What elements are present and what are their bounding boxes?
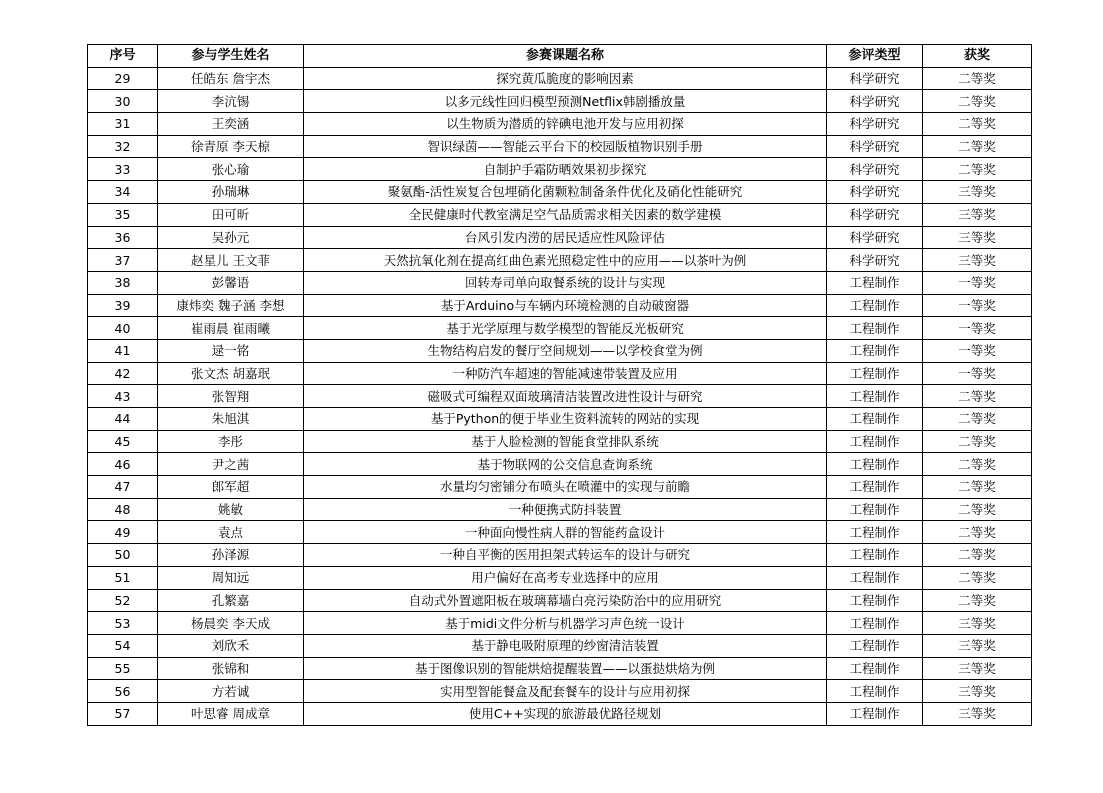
cell-award: 一等奖: [923, 317, 1032, 340]
cell-award: 一等奖: [923, 339, 1032, 362]
cell-type: 工程制作: [827, 294, 923, 317]
cell-title: 全民健康时代教室满足空气品质需求相关因素的数学建模: [304, 203, 827, 226]
cell-no: 41: [88, 339, 158, 362]
cell-award: 二等奖: [923, 135, 1032, 158]
table-row: [88, 430, 1032, 453]
cell-students: 朱旭淇: [158, 408, 304, 431]
cell-award: 二等奖: [923, 408, 1032, 431]
cell-no: 46: [88, 453, 158, 476]
cell-no: 40: [88, 317, 158, 340]
cell-title: 基于静电吸附原理的纱窗清洁装置: [304, 634, 827, 657]
cell-students: 姚敏: [158, 498, 304, 521]
cell-students: 尹之茜: [158, 453, 304, 476]
cell-students: 彭馨语: [158, 271, 304, 294]
table-row: [88, 612, 1032, 635]
cell-type: 工程制作: [827, 566, 923, 589]
table-row: [88, 476, 1032, 499]
cell-students: 张文杰 胡嘉珉: [158, 362, 304, 385]
cell-award: 二等奖: [923, 521, 1032, 544]
cell-award: 二等奖: [923, 430, 1032, 453]
cell-no: 43: [88, 385, 158, 408]
cell-title: 一种自平衡的医用担架式转运车的设计与研究: [304, 544, 827, 567]
table-row: [88, 90, 1032, 113]
header-award: 获奖: [923, 45, 1032, 68]
cell-students: 李沆锡: [158, 90, 304, 113]
table-row: [88, 385, 1032, 408]
cell-no: 32: [88, 135, 158, 158]
table-row: [88, 566, 1032, 589]
cell-type: 科学研究: [827, 226, 923, 249]
cell-no: 44: [88, 408, 158, 431]
cell-award: 二等奖: [923, 90, 1032, 113]
table-row: [88, 657, 1032, 680]
table-row: [88, 181, 1032, 204]
cell-title: 台风引发内涝的居民适应性风险评估: [304, 226, 827, 249]
cell-title: 水量均匀密铺分布喷头在喷灌中的实现与前瞻: [304, 476, 827, 499]
cell-type: 工程制作: [827, 657, 923, 680]
cell-award: 三等奖: [923, 249, 1032, 272]
table-row: [88, 317, 1032, 340]
cell-no: 37: [88, 249, 158, 272]
cell-title: 磁吸式可编程双面玻璃清洁装置改进性设计与研究: [304, 385, 827, 408]
cell-type: 工程制作: [827, 430, 923, 453]
cell-award: 三等奖: [923, 702, 1032, 725]
cell-type: 工程制作: [827, 476, 923, 499]
cell-no: 54: [88, 634, 158, 657]
cell-no: 42: [88, 362, 158, 385]
cell-title: 基于图像识别的智能烘焙提醒装置——以蛋挞烘焙为例: [304, 657, 827, 680]
cell-students: 康炜奕 魏子涵 李想: [158, 294, 304, 317]
cell-type: 科学研究: [827, 90, 923, 113]
cell-type: 工程制作: [827, 385, 923, 408]
cell-no: 53: [88, 612, 158, 635]
cell-title: 使用C++实现的旅游最优路径规划: [304, 702, 827, 725]
cell-students: 刘欣禾: [158, 634, 304, 657]
cell-students: 张智翔: [158, 385, 304, 408]
cell-no: 47: [88, 476, 158, 499]
cell-award: 二等奖: [923, 453, 1032, 476]
cell-students: 张锦和: [158, 657, 304, 680]
table-row: [88, 702, 1032, 725]
cell-no: 55: [88, 657, 158, 680]
cell-award: 二等奖: [923, 113, 1032, 136]
cell-title: 生物结构启发的餐厅空间规划——以学校食堂为例: [304, 339, 827, 362]
cell-title: 一种防汽车超速的智能减速带装置及应用: [304, 362, 827, 385]
table-row: [88, 203, 1032, 226]
cell-students: 逯一铭: [158, 339, 304, 362]
table-row: [88, 67, 1032, 90]
cell-type: 科学研究: [827, 158, 923, 181]
cell-no: 48: [88, 498, 158, 521]
cell-type: 工程制作: [827, 521, 923, 544]
cell-title: 以多元线性回归模型预测Netflix韩剧播放量: [304, 90, 827, 113]
cell-title: 基于光学原理与数学模型的智能反光板研究: [304, 317, 827, 340]
cell-award: 二等奖: [923, 67, 1032, 90]
cell-award: 二等奖: [923, 589, 1032, 612]
table-body: [88, 67, 1032, 725]
cell-students: 任皓东 詹宇杰: [158, 67, 304, 90]
cell-students: 李彤: [158, 430, 304, 453]
cell-type: 工程制作: [827, 702, 923, 725]
cell-title: 回转寿司单向取餐系统的设计与实现: [304, 271, 827, 294]
table-row: [88, 408, 1032, 431]
cell-award: 一等奖: [923, 362, 1032, 385]
header-students: 参与学生姓名: [158, 45, 304, 68]
table-row: [88, 362, 1032, 385]
cell-award: 三等奖: [923, 203, 1032, 226]
cell-title: 用户偏好在高考专业选择中的应用: [304, 566, 827, 589]
table-row: [88, 498, 1032, 521]
table-row: [88, 521, 1032, 544]
cell-title: 基于Python的便于毕业生资料流转的网站的实现: [304, 408, 827, 431]
cell-students: 赵星儿 王文菲: [158, 249, 304, 272]
cell-type: 工程制作: [827, 544, 923, 567]
cell-award: 三等奖: [923, 657, 1032, 680]
cell-award: 三等奖: [923, 181, 1032, 204]
cell-title: 实用型智能餐盒及配套餐车的设计与应用初探: [304, 680, 827, 703]
cell-title: 基于midi文件分析与机器学习声色统一设计: [304, 612, 827, 635]
cell-no: 33: [88, 158, 158, 181]
cell-students: 崔雨晨 崔雨曦: [158, 317, 304, 340]
header-no: 序号: [88, 45, 158, 68]
cell-type: 科学研究: [827, 249, 923, 272]
cell-students: 郎军超: [158, 476, 304, 499]
cell-students: 田可昕: [158, 203, 304, 226]
cell-type: 工程制作: [827, 271, 923, 294]
cell-students: 杨晨奕 李天成: [158, 612, 304, 635]
cell-award: 二等奖: [923, 498, 1032, 521]
cell-type: 工程制作: [827, 339, 923, 362]
cell-title: 天然抗氧化剂在提高红曲色素光照稳定性中的应用——以茶叶为例: [304, 249, 827, 272]
cell-title: 智识绿茵——智能云平台下的校园版植物识别手册: [304, 135, 827, 158]
cell-students: 袁点: [158, 521, 304, 544]
cell-no: 39: [88, 294, 158, 317]
cell-students: 方若诚: [158, 680, 304, 703]
cell-students: 张心瑜: [158, 158, 304, 181]
cell-type: 科学研究: [827, 135, 923, 158]
cell-students: 徐青原 李天椋: [158, 135, 304, 158]
table-row: [88, 135, 1032, 158]
cell-students: 孔繁嘉: [158, 589, 304, 612]
table-row: [88, 294, 1032, 317]
cell-type: 工程制作: [827, 634, 923, 657]
table-row: [88, 271, 1032, 294]
cell-award: 三等奖: [923, 680, 1032, 703]
cell-students: 吴孙元: [158, 226, 304, 249]
table-row: [88, 680, 1032, 703]
cell-award: 三等奖: [923, 634, 1032, 657]
cell-type: 科学研究: [827, 203, 923, 226]
cell-no: 29: [88, 67, 158, 90]
cell-no: 38: [88, 271, 158, 294]
table-row: [88, 113, 1032, 136]
table-row: [88, 226, 1032, 249]
table-row: [88, 339, 1032, 362]
cell-award: 二等奖: [923, 544, 1032, 567]
table-row: [88, 634, 1032, 657]
cell-no: 45: [88, 430, 158, 453]
cell-type: 工程制作: [827, 408, 923, 431]
table-row: [88, 453, 1032, 476]
cell-no: 30: [88, 90, 158, 113]
cell-type: 科学研究: [827, 113, 923, 136]
cell-students: 王奕涵: [158, 113, 304, 136]
table-row: [88, 158, 1032, 181]
cell-title: 自动式外置遮阳板在玻璃幕墙白亮污染防治中的应用研究: [304, 589, 827, 612]
cell-award: 三等奖: [923, 226, 1032, 249]
cell-type: 工程制作: [827, 612, 923, 635]
cell-no: 34: [88, 181, 158, 204]
cell-type: 工程制作: [827, 317, 923, 340]
header-row: [88, 45, 1032, 68]
cell-award: 二等奖: [923, 385, 1032, 408]
cell-no: 31: [88, 113, 158, 136]
cell-no: 35: [88, 203, 158, 226]
cell-award: 二等奖: [923, 476, 1032, 499]
cell-students: 孙瑞琳: [158, 181, 304, 204]
cell-title: 基于人脸检测的智能食堂排队系统: [304, 430, 827, 453]
cell-no: 51: [88, 566, 158, 589]
cell-type: 工程制作: [827, 498, 923, 521]
cell-title: 一种面向慢性病人群的智能药盒设计: [304, 521, 827, 544]
cell-type: 科学研究: [827, 67, 923, 90]
cell-type: 科学研究: [827, 181, 923, 204]
cell-title: 自制护手霜防晒效果初步探究: [304, 158, 827, 181]
cell-title: 基于Arduino与车辆内环境检测的自动破窗器: [304, 294, 827, 317]
cell-students: 孙泽源: [158, 544, 304, 567]
award-sheet: [87, 44, 1031, 726]
cell-title: 一种便携式防抖装置: [304, 498, 827, 521]
cell-type: 工程制作: [827, 453, 923, 476]
header-type: 参评类型: [827, 45, 923, 68]
cell-type: 工程制作: [827, 362, 923, 385]
cell-no: 49: [88, 521, 158, 544]
cell-award: 一等奖: [923, 271, 1032, 294]
cell-no: 50: [88, 544, 158, 567]
cell-type: 工程制作: [827, 680, 923, 703]
header-title: 参赛课题名称: [304, 45, 827, 68]
cell-award: 一等奖: [923, 294, 1032, 317]
cell-students: 叶思睿 周成章: [158, 702, 304, 725]
cell-title: 基于物联网的公交信息查询系统: [304, 453, 827, 476]
award-table: [87, 44, 1032, 726]
cell-no: 57: [88, 702, 158, 725]
cell-award: 二等奖: [923, 158, 1032, 181]
table-row: [88, 249, 1032, 272]
cell-title: 以生物质为潜质的锌碘电池开发与应用初探: [304, 113, 827, 136]
cell-no: 36: [88, 226, 158, 249]
cell-type: 工程制作: [827, 589, 923, 612]
cell-students: 周知远: [158, 566, 304, 589]
cell-title: 聚氨酯-活性炭复合包埋硝化菌颗粒制备条件优化及硝化性能研究: [304, 181, 827, 204]
cell-award: 二等奖: [923, 566, 1032, 589]
table-row: [88, 544, 1032, 567]
table-row: [88, 589, 1032, 612]
cell-no: 56: [88, 680, 158, 703]
cell-award: 三等奖: [923, 612, 1032, 635]
cell-no: 52: [88, 589, 158, 612]
cell-title: 探究黄瓜脆度的影响因素: [304, 67, 827, 90]
